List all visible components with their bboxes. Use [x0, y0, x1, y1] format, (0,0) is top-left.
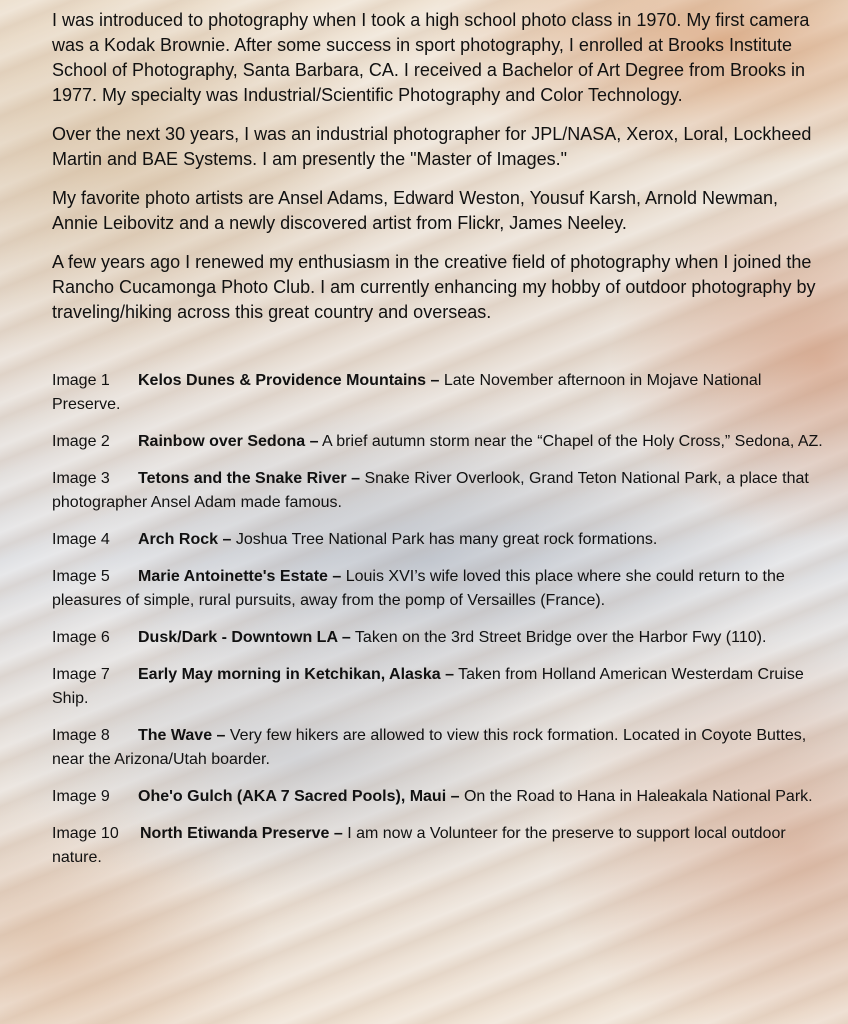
image-number: Image 1 [52, 372, 110, 389]
image-description: Louis XVI’s wife loved this place where she could return to the pleasures of simple, rural pursuits, away from the pomp of Versailles (France). [52, 568, 785, 609]
image-caption [52, 430, 824, 454]
page-content [52, 8, 824, 883]
image-title: North Etiwanda Preserve – [140, 825, 343, 842]
image-description: A brief autumn storm near the “Chapel of the Holy Cross,” Sedona, AZ. [322, 433, 823, 450]
image-caption [52, 565, 824, 613]
bio-paragraph: My favorite photo artists are Ansel Adams, Edward Weston, Yousuf Karsh, Arnold Newman, Annie Leibovitz and a newly discovered artist from Flickr, James Neeley. [52, 188, 779, 233]
image-title: Kelos Dunes & Providence Mountains – [138, 372, 440, 389]
image-title: Dusk/Dark - Downtown LA – [138, 629, 351, 646]
image-description: Late November afternoon in Mojave National Preserve. [52, 372, 762, 413]
image-title: Tetons and the Snake River – [138, 470, 360, 487]
image-number: Image 5 [52, 568, 110, 585]
image-caption [52, 822, 824, 870]
image-caption [52, 663, 824, 711]
image-caption [52, 626, 824, 650]
image-title: Rainbow over Sedona – [138, 433, 319, 450]
image-number: Image 7 [52, 666, 110, 683]
image-number: Image 3 [52, 470, 110, 487]
bio-paragraph: Over the next 30 years, I was an industrial photographer for JPL/NASA, Xerox, Loral, Lockheed Martin and BAE Systems. I am presently the "Master of Images." [52, 124, 812, 169]
image-description: Very few hikers are allowed to view this rock formation. Located in Coyote Buttes, near the Arizona/Utah boarder. [52, 727, 807, 768]
image-number: Image 8 [52, 727, 110, 744]
bio-paragraph: I was introduced to photography when I took a high school photo class in 1970. My first camera was a Kodak Brownie. After some success in sport photography, I enrolled at Brooks Institute School of Photography, Santa Barbara, CA. I received a Bachelor of Art Degree from Brooks in 1977. My specialty was Industrial/Scientific Photography and Color Technology. [52, 10, 810, 105]
image-description: Taken from Holland American Westerdam Cruise Ship. [52, 666, 804, 707]
image-caption [52, 785, 824, 809]
image-title: Ohe'o Gulch (AKA 7 Sacred Pools), Maui – [138, 788, 460, 805]
bio-paragraph: A few years ago I renewed my enthusiasm in the creative field of photography when I joined the Rancho Cucamonga Photo Club. I am currently enhancing my hobby of outdoor photography by traveling/hiking across this great country and overseas. [52, 252, 816, 322]
image-description: Taken on the 3rd Street Bridge over the Harbor Fwy (110). [354, 629, 767, 646]
image-number: Image 2 [52, 433, 110, 450]
image-title: Early May morning in Ketchikan, Alaska – [138, 666, 454, 683]
image-caption [52, 369, 824, 417]
biography [52, 8, 824, 325]
image-title: Arch Rock – [138, 531, 232, 548]
image-caption [52, 467, 824, 515]
image-caption [52, 528, 824, 552]
image-captions-list [52, 369, 824, 870]
image-number: Image 10 [52, 825, 119, 842]
image-description: Snake River Overlook, Grand Teton National Park, a place that photographer Ansel Adam made famous. [52, 470, 809, 511]
image-title: Marie Antoinette's Estate – [138, 568, 342, 585]
image-number: Image 4 [52, 531, 110, 548]
image-title: The Wave – [138, 727, 226, 744]
image-description: On the Road to Hana in Haleakala National Park. [463, 788, 813, 805]
image-number: Image 6 [52, 629, 110, 646]
image-description: Joshua Tree National Park has many great rock formations. [235, 531, 658, 548]
image-number: Image 9 [52, 788, 110, 805]
image-caption [52, 724, 824, 772]
image-description: I am now a Volunteer for the preserve to support local outdoor nature. [52, 825, 786, 866]
